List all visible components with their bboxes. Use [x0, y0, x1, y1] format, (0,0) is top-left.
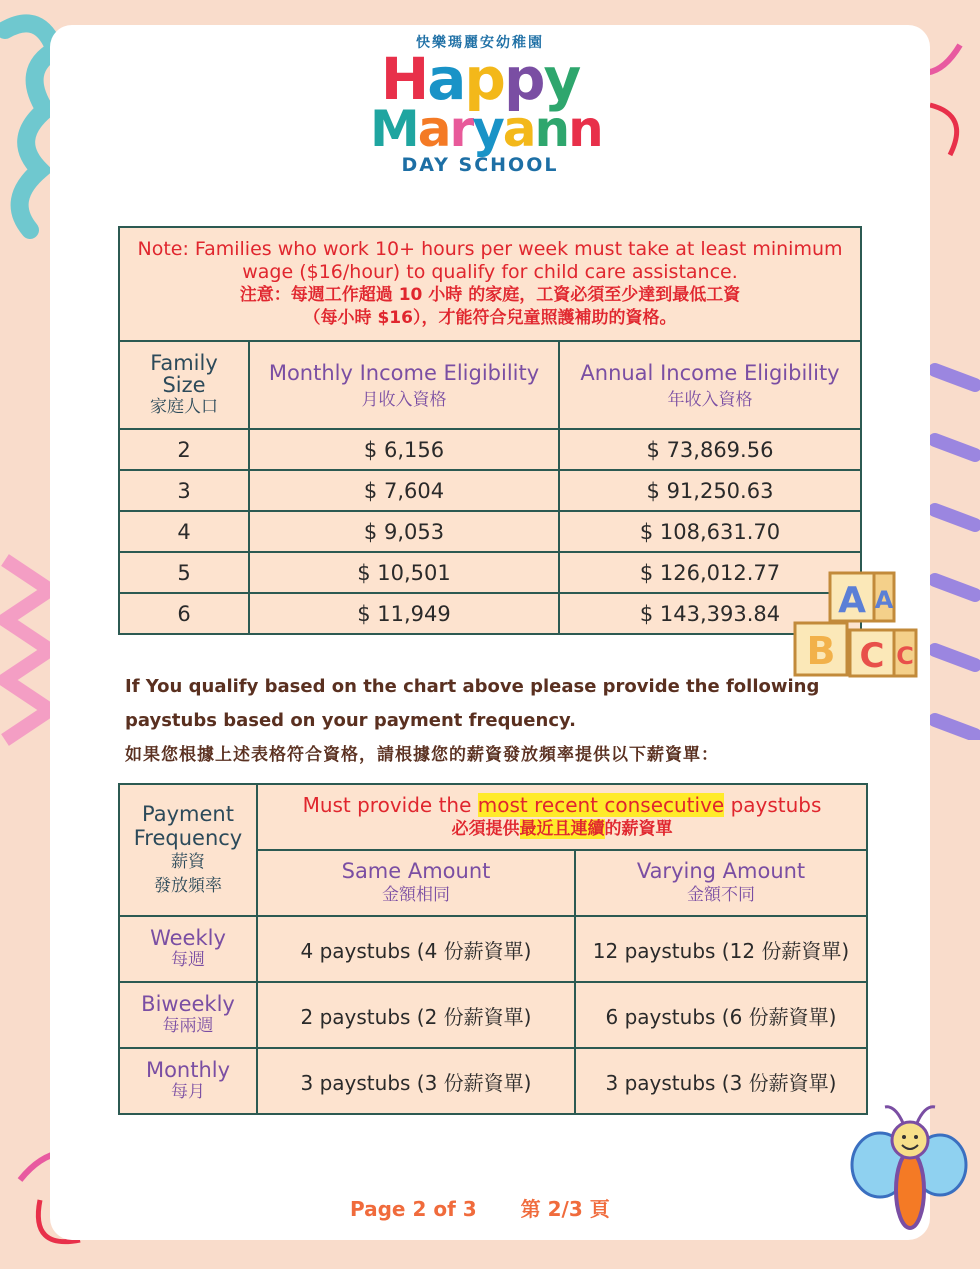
monthly-income-cell: $ 11,949: [249, 593, 559, 634]
annual-income-header: Annual Income Eligibility 年收入資格: [559, 341, 861, 429]
table-row: [119, 470, 861, 511]
frequency-label: Biweekly 每兩週: [119, 982, 257, 1048]
table-row: [119, 593, 861, 634]
table-row: [119, 511, 861, 552]
frequency-header-row: [119, 784, 867, 850]
block-letter: A: [874, 586, 894, 614]
page-number-english: Page 2 of 3: [350, 1197, 477, 1221]
instructions-line-1: If You qualify based on the chart above please provide the following: [125, 676, 820, 697]
same-amount-cell: 2 paystubs (2 份薪資單): [257, 982, 575, 1048]
page-footer: [350, 1193, 654, 1222]
annual-income-cell: $ 126,012.77: [559, 552, 861, 593]
logo-tagline: DAY SCHOOL: [401, 154, 559, 176]
note-chinese-line-2: （每小時 $16），才能符合兒童照護補助的資格。: [303, 308, 677, 328]
must-provide-header: Must provide the most recent consecutive paystubs 必須提供最近且連續的薪資單: [257, 784, 867, 850]
logo-word-maryann: Maryann: [370, 100, 602, 158]
highlight: 最近且連續: [519, 819, 605, 839]
note-cell: [119, 227, 861, 341]
block-letter: C: [859, 636, 885, 676]
monthly-income-cell: $ 10,501: [249, 552, 559, 593]
family-size-cell: 5: [119, 552, 249, 593]
logo-chinese-name: 快樂瑪麗安幼稚園: [416, 35, 544, 51]
page-number-chinese: 第 2/3 頁: [520, 1197, 610, 1221]
family-size-cell: 4: [119, 511, 249, 552]
monthly-income-cell: $ 6,156: [249, 429, 559, 470]
varying-amount-header: Varying Amount 金額不同: [575, 850, 867, 916]
annual-income-cell: $ 108,631.70: [559, 511, 861, 552]
instructions-line-2: paystubs based on your payment frequency.: [125, 710, 576, 731]
annual-income-cell: $ 143,393.84: [559, 593, 861, 634]
frequency-label: Weekly 每週: [119, 916, 257, 982]
frequency-label: Monthly 每月: [119, 1048, 257, 1114]
table-row: [119, 982, 867, 1048]
income-eligibility-table: [118, 226, 862, 635]
note-english: Note: Families who work 10+ hours per week must take at least minimum wage ($16/hour) to qualify for child care assistance.: [137, 238, 843, 283]
block-letter: C: [896, 642, 914, 670]
family-size-header: Family Size 家庭人口: [119, 341, 249, 429]
same-amount-header: Same Amount 金額相同: [257, 850, 575, 916]
block-letter: B: [806, 629, 836, 673]
monthly-income-cell: $ 7,604: [249, 470, 559, 511]
annual-income-cell: $ 91,250.63: [559, 470, 861, 511]
logo-word-happy: Happy: [380, 45, 580, 113]
purple-stripes-decoration: [925, 360, 980, 740]
note-row: [119, 227, 861, 341]
table-row: [119, 429, 861, 470]
note-chinese-line-1: 注意：每週工作超過 10 小時 的家庭，工資必須至少達到最低工資: [239, 285, 741, 305]
varying-amount-cell: 3 paystubs (3 份薪資單): [575, 1048, 867, 1114]
family-size-cell: 6: [119, 593, 249, 634]
varying-amount-cell: 6 paystubs (6 份薪資單): [575, 982, 867, 1048]
table-row: [119, 1048, 867, 1114]
highlight: most recent consecutive: [477, 793, 725, 817]
instructions-paragraph: [125, 670, 865, 772]
table-row: [119, 552, 861, 593]
payment-frequency-header: Payment Frequency 薪資 發放頻率: [119, 784, 257, 916]
table-row: [119, 916, 867, 982]
monthly-income-header: Monthly Income Eligibility 月收入資格: [249, 341, 559, 429]
annual-income-cell: $ 73,869.56: [559, 429, 861, 470]
butterfly-icon: [845, 1095, 970, 1235]
income-header-row: [119, 341, 861, 429]
same-amount-cell: 3 paystubs (3 份薪資單): [257, 1048, 575, 1114]
family-size-cell: 2: [119, 429, 249, 470]
block-letter: A: [838, 580, 866, 621]
family-size-cell: 3: [119, 470, 249, 511]
same-amount-cell: 4 paystubs (4 份薪資單): [257, 916, 575, 982]
varying-amount-cell: 12 paystubs (12 份薪資單): [575, 916, 867, 982]
payment-frequency-table: [118, 783, 868, 1115]
school-logo: [370, 32, 602, 176]
instructions-chinese: 如果您根據上述表格符合資格，請根據您的薪資發放頻率提供以下薪資單：: [125, 745, 719, 765]
monthly-income-cell: $ 9,053: [249, 511, 559, 552]
